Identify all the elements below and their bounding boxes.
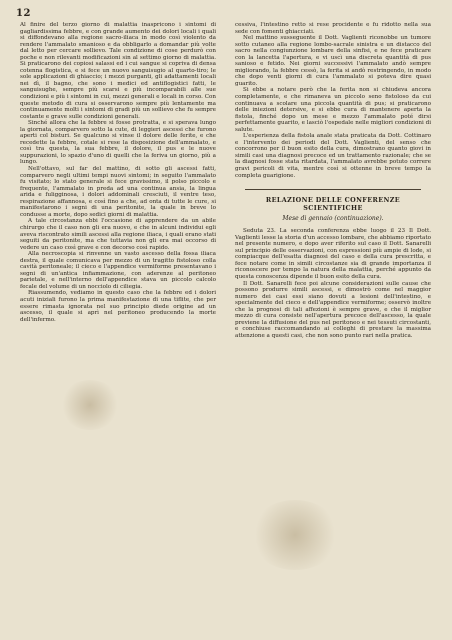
paper-stain (60, 380, 120, 430)
paragraph: A tale circostanza ebbi l'occasione di apprendere da un abile chirurgo che il caso non gli era nuovo, e che in alcuni individui egli aveva riscontrato simili ascessi alla regione iliaca, i quali erano stati seguiti da peritonite, ma che tuttavia non gli era mai occorso di vedere un caso così grave e con decorso così rapido. (20, 218, 216, 251)
section-title: RELAZIONE DELLE CONFERENZE SCIENTIFICHE (265, 196, 401, 213)
paragraph: Si ebbe a notare però che la ferita non si chiudeva ancora completamente, e che rimaneva un piccolo seno fistoloso da cui continuava a scolare una piccola quantità di pus; si praticarono delle iniezioni detersive, e si ebbe cura di mantenere aperta la fistola, finché dopo un mese e mezzo l'ammalato poté dirsi perfettamente guarito, e lasciò l'ospedale nelle migliori condizioni di salute. (235, 87, 431, 133)
page-number: 12 (16, 8, 31, 19)
paragraph: L'esperienza della fistola anale stata praticata da Dott. Cottinaro e l'intervento dei periodi del Dott. Vaglienti, del senso che concorrono per il buon esito della cura, dimostrano quanto giovi in simili casi una diagnosi precoce ed un trattamento razionale; che se la diagnosi fosse stata ritardata, l'ammalato avrebbe potuto correre gravi pericoli di vita, mentre così si ottenne in breve tempo la completa guarigione. (235, 133, 431, 179)
paragraph: Nel mattino susseguente il Dott. Vaglienti riconobbe un tumore sotto cutaneo alla regione lombo-sacrale sinistra e un distacco del sacro nella congiunzione lombare della sinfisi, e ne fece praticare con la lancetta l'apertura, e vi uscì una discreta quantità di pus sanioso e fetido. Nei giorni successivi l'ammalato andò sempre migliorando, la febbre cessò, la ferita si andò restringendo, in modo che dopo venti giorni di cura l'ammalato si poteva dire quasi guarito. (235, 35, 431, 87)
section-divider (245, 189, 421, 190)
paragraph: Alla necroscopia si rinvenne un vasto ascesso della fossa iliaca destra, il quale comunicava per mezzo di un tragitto fistoloso colla cavità peritoneale; il cieco e l'appendice vermiforme presentavano i segni di un'antica infiammazione, con aderenze al peritoneo parietale, e nell'interno dell'appendice stava un piccolo calcolo fecale del volume di un nocciolo di ciliegia. (20, 251, 216, 290)
section-subtitle: Mese di gennaio (continuazione). (282, 215, 384, 223)
paragraph: Il Dott. Sanarelli fece poi alcune considerazioni sulle cause che possono produrre simili ascessi, e dimostrò come nel maggior numero dei casi essi siano dovuti a lesioni dell'intestino, e specialmente del cieco e dell'appendice vermiforme; osservò inoltre che la prognosi di tali affezioni è sempre grave, e che il miglior mezzo di cura consiste nell'apertura precoce dell'ascesso, la quale previene la diffusione del pus nel peritoneo e nei tessuti circostanti, e conchiuse raccomandando ai colleghi di prestare la massima attenzione a questi casi, che non sono punto rari nella pratica. (235, 280, 431, 339)
paragraph: Seduta 23. La seconda conferenza ebbe luogo il 23 Il Dott. Vaglienti lesse la storia d'un accesso lombare, che abbiamo riportato nel presente numero, e dopo aver riferito sul caso il Dott. Sanarelli sul principio delle osservazioni, con espressioni più ampie di lode, si compiacque dell'esatta diagnosi del caso e della cura prescritta, e fece notare come in simili circostanze sia di grande importanza il riconoscere per tempo la natura della malattia, perché appunto da questa conoscenza dipende il buon esito della cura. (235, 228, 431, 280)
left-column (20, 22, 216, 323)
paragraph: Riassumendo, vediamo in questo caso che la febbre ed i dolori acuti iniziali furono la prima manifestazione di una tiflite, che per essere rimasta ignorata nel suo principio diede origine ad un ascesso, il quale si aprì nel peritoneo producendo la morte dell'infermo. (20, 290, 216, 323)
paragraph: Al finire del terzo giorno di malattia inaspricono i sintomi di gagliardissima febbre, e con grande aumento dei dolori locali i quali si diffondevano alla regione sacro-iliaca in modo così violento da rendere l'ammalato smanioso e da obbligarlo a domandar più volte dal letto per cercare sollievo. Tale condizione di cose perdurò con poche e non rilevanti modificazioni sin al settimo giorno di malattia. Si praticarono dei copiosi salassi ed i cui sangue si copriva di densa cotenna flogistica, e si fece un nuovo sanguisugio al quarto-tiro; le sole applicazioni di ghiaccio; i mezzi purganti, gli adattamenti locali nei dì, il bagno, che sono i medici ed antiflogistici fatti, le sanguisughe, sempre più scarsi e più incomparabili alle sue condizioni e più i sintomi in cui, mezzi generali e locali in corso. Con queste metodo di cura si osservarono sempre più lentamente ma continuamente molti i sintomi di gradi più un sollievo che fu sempre costante e grave sulle condizioni generali. (20, 22, 216, 120)
right-column (235, 22, 431, 339)
paper-stain (250, 500, 340, 570)
paragraph: Nell'ottavo, sul far del mattino, di sotto gli ascessi fatti, comparvero negli ultimi tempi nuovi sintomi; in seguito l'ammalato fu visitato; lo stato generale si fece gravissimo, il polso piccolo e frequente, l'ammalato in preda ad una continua ansia, la lingua arida e fuligginosa, i dolori addominali cresciuti, il ventre teso, respirazione affannosa, e così fino a che, ad onta di tutte le cure, si manifestarono i segni di una peritonite, la quale in breve lo condusse a morte, dopo sedici giorni di malattia. (20, 166, 216, 218)
paragraph: cessiva, l'intestino retto si rese procidente e fu ridotto nella sua sede con fomenti ghiacciati. (235, 22, 431, 35)
paragraph: Sinché allora che la febbre si fosse protratta, e si sperava lungo la giornata, comparvero sotto la cute, di leggieri ascessi che furono aperti col bisturi. Se qualcuno si vinse il dolore delle ferite, e che recedette la febbre, cotale si rese la disposizione dell'ammalato, e così tra questa, la sua febbre, il dolore, il pus e le nuove suppurazioni, lo spazio d'uno di quelli che la feriva un giorno, più a lungo. (20, 120, 216, 166)
